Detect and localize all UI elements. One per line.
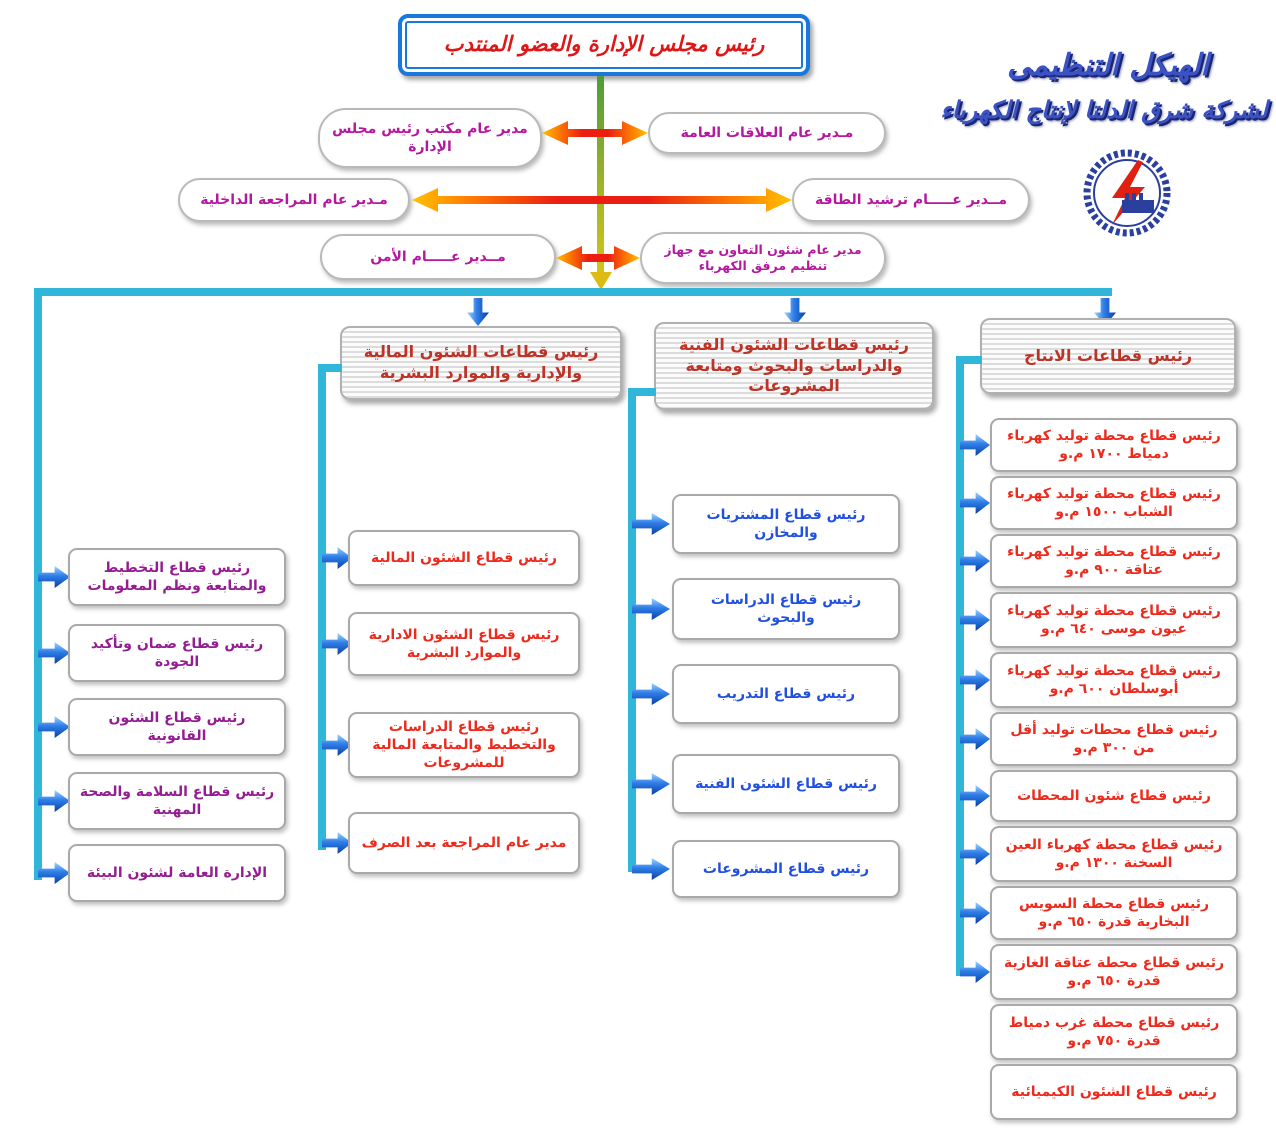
right-arrow-icon-production-10 <box>960 961 990 983</box>
right-arrow-icon-production-7 <box>960 785 990 807</box>
connector-finance-vline <box>318 364 326 850</box>
node-chemical-affairs-sector: رئيس قطاع الشئون الكيميائية <box>990 1064 1238 1120</box>
right-arrow-icon-production-9 <box>960 902 990 924</box>
node-admin-hr-sector: رئيس قطاع الشئون الادارية والموارد البشرية <box>348 612 580 676</box>
node-training-sector: رئيس قطاع التدريب <box>672 664 900 724</box>
connector-staff-vline <box>34 288 42 880</box>
node-post-disbursement-audit: مدير عام المراجعة بعد الصرف <box>348 812 580 874</box>
node-chairman: رئيس مجلس الإدارة والعضو المنتدب <box>398 14 810 76</box>
right-arrow-icon-production-3 <box>960 550 990 572</box>
node-oyoun-moussa-640mw: رئيس قطاع محطة توليد كهرباء عيون موسى ٦٤٠ م.و <box>990 592 1238 648</box>
node-ain-sokhna-1300mw: رئيس قطاع محطة كهرباء العين السخنة ١٣٠٠ م.و <box>990 826 1238 882</box>
right-arrow-icon-production-6 <box>960 728 990 750</box>
node-regulator-cooperation-manager: مدير عام شئون التعاون مع جهاز تنظيم مرفق الكهرباء <box>640 232 886 284</box>
company-logo <box>1082 148 1172 238</box>
connector-center-line <box>597 76 604 272</box>
right-arrow-icon-staff-3 <box>38 716 70 738</box>
node-internal-audit-manager: مـدير عام المراجعة الداخلية <box>178 178 410 222</box>
node-energy-rationalization-manager: مــدير عـــــام ترشيد الطاقة <box>792 178 1030 222</box>
node-planning-followup-sector: رئيس قطاع التخطيط والمتابعة ونظم المعلومات <box>68 548 286 606</box>
node-studies-planning-projects-sector: رئيس قطاع الدراسات والتخطيط والمتابعة المالية للمشروعات <box>348 712 580 778</box>
node-legal-affairs-sector: رئيس قطاع الشئون القانونية <box>68 698 286 756</box>
right-arrow-icon-staff-2 <box>38 642 70 664</box>
node-studies-research-sector: رئيس قطاع الدراسات والبحوث <box>672 578 900 640</box>
right-arrow-icon-production-2 <box>960 492 990 514</box>
node-west-damietta-750mw: رئيس قطاع محطة غرب دمياط قدرة ٧٥٠ م.و <box>990 1004 1238 1060</box>
page-title-line1: الهيكل التنظيمى <box>1007 48 1209 83</box>
node-chairman-office-manager: مدير عام مكتب رئيس مجلس الإدارة <box>318 108 542 168</box>
right-arrow-icon-technical-5 <box>632 858 670 880</box>
node-technical-affairs-sector: رئيس قطاع الشئون الفنية <box>672 754 900 814</box>
node-security-manager: مــدير عـــــام الأمن <box>320 234 556 280</box>
right-arrow-icon-technical-4 <box>632 773 670 795</box>
right-arrow-icon-staff-4 <box>38 790 70 812</box>
node-ataqa-gas-650mw: رئيس قطاع محطة عتاقة الغازية قدرة ٦٥٠ م.و <box>990 944 1238 1000</box>
right-arrow-icon-production-4 <box>960 609 990 631</box>
node-projects-sector: رئيس قطاع المشروعات <box>672 840 900 898</box>
down-arrow-icon-finance <box>467 298 489 326</box>
node-quality-assurance-sector: رئيس قطاع ضمان وتأكيد الجودة <box>68 624 286 682</box>
node-technical-sectors-head: رئيس قطاعات الشئون الفنية والدراسات والبحوث ومتابعة المشروعات <box>654 322 934 410</box>
node-finance-sectors-head: رئيس قطاعات الشئون المالية والإدارية والموارد البشرية <box>340 326 622 400</box>
right-arrow-icon-technical-3 <box>632 683 670 705</box>
node-financial-affairs-sector: رئيس قطاع الشئون المالية <box>348 530 580 586</box>
right-arrow-icon-staff-1 <box>38 566 70 588</box>
right-arrow-icon-technical-2 <box>632 598 670 620</box>
node-public-relations-manager: مـدير عام العلاقات العامة <box>648 112 886 154</box>
connector-technical-vline <box>628 388 636 872</box>
node-ataqa-900mw: رئيس قطاع محطة توليد كهرباء عتاقة ٩٠٠ م.و <box>990 534 1238 588</box>
right-arrow-icon-production-8 <box>960 843 990 865</box>
node-production-sectors-head: رئيس قطاعات الانتاج <box>980 318 1236 394</box>
right-arrow-icon-production-1 <box>960 434 990 456</box>
connector-main-hline <box>34 288 1112 296</box>
right-arrow-icon-technical-1 <box>632 513 670 535</box>
right-arrow-icon-staff-5 <box>38 862 70 884</box>
node-stations-affairs-sector: رئيس قطاع شئون المحطات <box>990 770 1238 822</box>
node-suez-steam-650mw: رئيس قطاع محطة السويس البخارية قدرة ٦٥٠ م.و <box>990 886 1238 940</box>
double-arrow-icon-row1 <box>542 120 648 146</box>
page-title-line2: لشركة شرق الدلتا لإنتاج الكهرباء <box>940 96 1268 124</box>
node-purchases-warehouses-sector: رئيس قطاع المشتريات والمخازن <box>672 494 900 554</box>
node-stations-under-300mw: رئيس قطاع محطات توليد أقل من ٣٠٠ م.و <box>990 712 1238 766</box>
node-environment-administration: الإدارة العامة لشئون البيئة <box>68 844 286 902</box>
node-abu-sultan-600mw: رئيس قطاع محطة توليد كهرباء أبوسلطان ٦٠٠ م.و <box>990 652 1238 708</box>
right-arrow-icon-production-5 <box>960 669 990 691</box>
node-damietta-1700mw: رئيس قطاع محطة توليد كهرباء دمياط ١٧٠٠ م.و <box>990 418 1238 472</box>
node-shabab-1500mw: رئيس قطاع محطة توليد كهرباء الشباب ١٥٠٠ م.و <box>990 476 1238 530</box>
node-safety-health-sector: رئيس قطاع السلامة والصحة المهنية <box>68 772 286 830</box>
